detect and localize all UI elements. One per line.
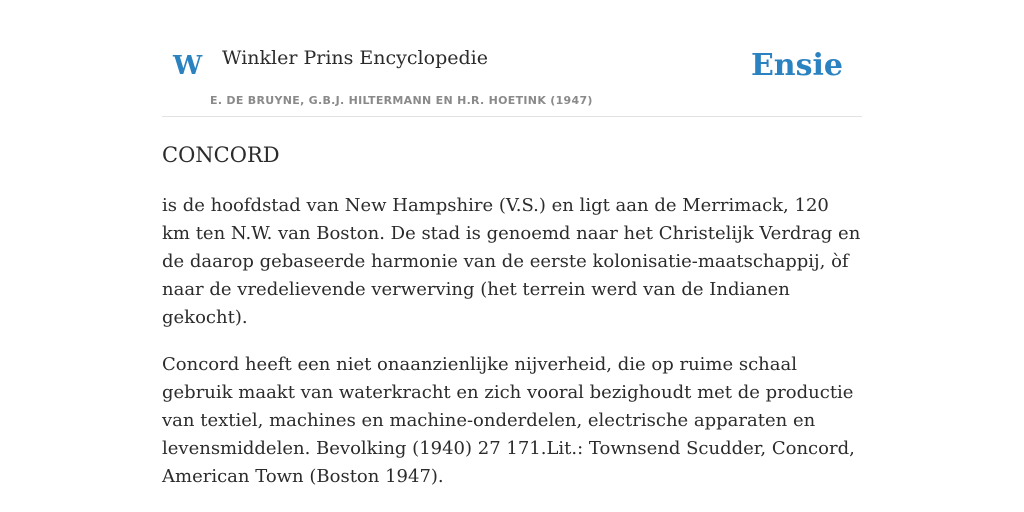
book-title[interactable]: Winkler Prins Encyclopedie [222,47,488,69]
article-paragraph-1: is de hoofdstad van New Hampshire (V.S.) en ligt aan de Merrimack, 120 km ten N.W. van Boston. De stad is genoemd naar het Christelijk Verdrag en de daarop gebaseerde harmonie van de eerste kolonisatie-maatschappij, òf naar de vredelievende verwerving (het terrein werd van de Indianen gekocht). [162,195,861,328]
page-header [162,0,862,117]
entry-title: CONCORD [162,143,280,167]
article-paragraph-2: Concord heeft een niet onaanzienlijke nijverheid, die op ruime schaal gebruik maakt van waterkracht en zich vooral bezighoudt met de productie van textiel, machines en machine-onderdelen, electrische apparaten en levensmiddelen. Bevolking (1940) 27 171.Lit.: Townsend Scudder, Concord, American Town (Boston 1947). [162,354,855,487]
winkler-prins-logo[interactable]: W [173,51,203,81]
article [162,140,862,510]
authors-line: E. DE BRUYNE, G.B.J. HILTERMANN EN H.R. HOETINK (1947) [210,94,593,107]
ensie-logo[interactable]: Ensie [750,48,843,83]
